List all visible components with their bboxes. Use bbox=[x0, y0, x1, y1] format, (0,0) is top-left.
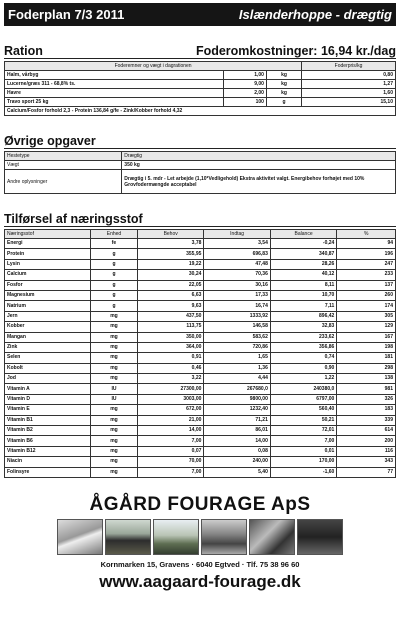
photo-feed-bags bbox=[57, 519, 103, 555]
feed-unit: g bbox=[266, 98, 301, 107]
nutrient-need: 7,00 bbox=[137, 436, 203, 446]
nutrient-name: Vitamin B1 bbox=[5, 415, 91, 425]
nutrient-intake: 720,86 bbox=[204, 342, 270, 352]
nutrient-name: Selen bbox=[5, 353, 91, 363]
nutrient-intake: 14,00 bbox=[204, 436, 270, 446]
nutrient-need: 113,75 bbox=[137, 322, 203, 332]
nutrient-balance: 28,26 bbox=[270, 259, 336, 269]
other-header-value: Drægtig bbox=[122, 152, 396, 161]
nutrient-intake: 9800,00 bbox=[204, 394, 270, 404]
feed-plan-page bbox=[4, 3, 396, 623]
nutrient-name: Lysin bbox=[5, 259, 91, 269]
nutrient-name: Vitamin B12 bbox=[5, 446, 91, 456]
nutrient-need: 0,46 bbox=[137, 363, 203, 373]
nutrient-percent: 77 bbox=[337, 467, 396, 477]
nutrient-need: 7,00 bbox=[137, 467, 203, 477]
feed-price: 15,10 bbox=[302, 98, 396, 107]
table-row bbox=[5, 311, 396, 321]
nutrient-balance: 40,12 bbox=[270, 270, 336, 280]
nutrient-need: 355,95 bbox=[137, 249, 203, 259]
photo-field bbox=[153, 519, 199, 555]
nutrient-intake: 70,36 bbox=[204, 270, 270, 280]
nutrient-unit: mg bbox=[91, 374, 138, 384]
feed-name: Travo sport 25 kg bbox=[5, 98, 224, 107]
table-row bbox=[5, 374, 396, 384]
photo-horse bbox=[105, 519, 151, 555]
nutrients-header-intake: Indtag bbox=[204, 230, 270, 239]
nutrient-percent: 200 bbox=[337, 436, 396, 446]
nutrient-unit: mg bbox=[91, 436, 138, 446]
nutrient-unit: g bbox=[91, 280, 138, 290]
nutrient-intake: 71,21 bbox=[204, 415, 270, 425]
company-logo-block bbox=[4, 494, 396, 592]
nutrient-intake: 1232,40 bbox=[204, 405, 270, 415]
table-row bbox=[5, 89, 396, 98]
nutrient-unit: mg bbox=[91, 342, 138, 352]
nutrient-balance: 50,21 bbox=[270, 415, 336, 425]
nutrient-need: 9,63 bbox=[137, 301, 203, 311]
nutrient-intake: 267680,0 bbox=[204, 384, 270, 394]
table-row bbox=[5, 249, 396, 259]
nutrients-header-percent: % bbox=[337, 230, 396, 239]
table-row bbox=[5, 259, 396, 269]
nutrient-percent: 196 bbox=[337, 249, 396, 259]
nutrient-unit: mg bbox=[91, 467, 138, 477]
table-row bbox=[5, 332, 396, 342]
nutrient-need: 22,05 bbox=[137, 280, 203, 290]
nutrient-unit: g bbox=[91, 259, 138, 269]
table-row bbox=[5, 98, 396, 107]
table-row bbox=[5, 322, 396, 332]
nutrient-percent: 137 bbox=[337, 280, 396, 290]
nutrient-percent: 138 bbox=[337, 374, 396, 384]
nutrient-name: Vitamin A bbox=[5, 384, 91, 394]
other-title: Øvrige opgaver bbox=[4, 134, 96, 148]
nutrient-percent: 326 bbox=[337, 394, 396, 404]
nutrient-balance: 32,83 bbox=[270, 322, 336, 332]
photo-stable bbox=[249, 519, 295, 555]
other-label: Vægt bbox=[5, 161, 122, 170]
feed-price: 0,80 bbox=[302, 71, 396, 80]
nutrient-balance: 356,86 bbox=[270, 342, 336, 352]
nutrient-percent: 181 bbox=[337, 353, 396, 363]
nutrient-balance: 7,00 bbox=[270, 436, 336, 446]
nutrient-need: 672,00 bbox=[137, 405, 203, 415]
nutrient-intake: 146,58 bbox=[204, 322, 270, 332]
header-banner bbox=[4, 3, 396, 26]
feed-name: Halm, vårbyg bbox=[5, 71, 224, 80]
nutrients-title: Tilførsel af næringsstof bbox=[4, 212, 143, 226]
nutrient-intake: 3,54 bbox=[204, 239, 270, 249]
nutrient-need: 0,91 bbox=[137, 353, 203, 363]
nutrient-unit: IU bbox=[91, 384, 138, 394]
ration-col-header-price: Foderpris/kg bbox=[302, 62, 396, 71]
nutrient-name: Magnesium bbox=[5, 290, 91, 300]
table-row bbox=[5, 290, 396, 300]
feed-amount: 2,00 bbox=[223, 89, 266, 98]
nutrients-header-need: Behov bbox=[137, 230, 203, 239]
nutrient-name: Natrium bbox=[5, 301, 91, 311]
nutrient-name: Kobber bbox=[5, 322, 91, 332]
nutrient-balance: 7,11 bbox=[270, 301, 336, 311]
nutrient-unit: g bbox=[91, 290, 138, 300]
nutrient-name: Vitamin B6 bbox=[5, 436, 91, 446]
photo-horse-head bbox=[297, 519, 343, 555]
nutrient-unit: mg bbox=[91, 322, 138, 332]
nutrient-name: Jern bbox=[5, 311, 91, 321]
feed-price: 1,27 bbox=[302, 80, 396, 89]
nutrient-need: 3,78 bbox=[137, 239, 203, 249]
feed-cost: Foderomkostninger: 16,94 kr./dag bbox=[195, 44, 396, 58]
nutrient-name: Kobolt bbox=[5, 363, 91, 373]
nutrient-intake: 583,62 bbox=[204, 332, 270, 342]
nutrient-percent: 343 bbox=[337, 457, 396, 467]
other-value: Drægtig i 5. mdr - Let arbejde (1,10*Vedligehold) Ekstra aktivitet valgt. Energibehov forhøjet med 10% Grovfodermængde acceptabel bbox=[122, 170, 396, 194]
nutrient-balance: 0,74 bbox=[270, 353, 336, 363]
nutrient-name: Vitamin D bbox=[5, 394, 91, 404]
nutrient-unit: mg bbox=[91, 426, 138, 436]
table-row bbox=[5, 170, 396, 194]
nutrient-intake: 240,00 bbox=[204, 457, 270, 467]
nutrient-need: 6,63 bbox=[137, 290, 203, 300]
table-row bbox=[5, 301, 396, 311]
feed-amount: 1,00 bbox=[223, 71, 266, 80]
other-section-header bbox=[4, 134, 396, 149]
nutrients-header-balance: Balance bbox=[270, 230, 336, 239]
nutrient-balance: 340,87 bbox=[270, 249, 336, 259]
nutrient-intake: 86,01 bbox=[204, 426, 270, 436]
nutrient-need: 3003,00 bbox=[137, 394, 203, 404]
feed-unit: kg bbox=[266, 80, 301, 89]
table-row bbox=[5, 394, 396, 404]
nutrient-unit: g bbox=[91, 249, 138, 259]
nutrient-name: Energi bbox=[5, 239, 91, 249]
nutrient-intake: 17,33 bbox=[204, 290, 270, 300]
nutrient-unit: mg bbox=[91, 332, 138, 342]
nutrient-unit: mg bbox=[91, 446, 138, 456]
nutrient-balance: 8,11 bbox=[270, 280, 336, 290]
other-info-table bbox=[4, 151, 396, 194]
nutrient-balance: 233,62 bbox=[270, 332, 336, 342]
table-row bbox=[5, 363, 396, 373]
nutrient-balance: 0,01 bbox=[270, 446, 336, 456]
nutrients-section-header bbox=[4, 212, 396, 227]
nutrient-need: 30,24 bbox=[137, 270, 203, 280]
nutrient-name: Vitamin E bbox=[5, 405, 91, 415]
feed-unit: kg bbox=[266, 71, 301, 80]
nutrient-intake: 0,08 bbox=[204, 446, 270, 456]
nutrient-intake: 5,40 bbox=[204, 467, 270, 477]
nutrient-intake: 4,44 bbox=[204, 374, 270, 384]
nutrient-need: 14,00 bbox=[137, 426, 203, 436]
nutrient-balance: 6797,00 bbox=[270, 394, 336, 404]
nutrient-balance: 560,40 bbox=[270, 405, 336, 415]
other-value: 350 kg bbox=[122, 161, 396, 170]
nutrient-percent: 129 bbox=[337, 322, 396, 332]
horse-type-title: Islænderhoppe - drægtig bbox=[238, 7, 392, 22]
table-row bbox=[5, 80, 396, 89]
feed-price: 1,60 bbox=[302, 89, 396, 98]
feed-unit: kg bbox=[266, 89, 301, 98]
table-row bbox=[5, 280, 396, 290]
table-row bbox=[5, 415, 396, 425]
nutrient-name: Calcium bbox=[5, 270, 91, 280]
nutrient-unit: g bbox=[91, 270, 138, 280]
ration-table bbox=[4, 61, 396, 107]
nutrient-unit: mg bbox=[91, 353, 138, 363]
nutrient-intake: 47,48 bbox=[204, 259, 270, 269]
nutrient-balance: 1,22 bbox=[270, 374, 336, 384]
nutrient-percent: 167 bbox=[337, 332, 396, 342]
nutrient-need: 437,50 bbox=[137, 311, 203, 321]
nutrient-unit: mg bbox=[91, 415, 138, 425]
table-row bbox=[5, 405, 396, 415]
ration-col-header-feed: Foderemner og vægt i dagrationen bbox=[5, 62, 302, 71]
nutrient-unit: fe bbox=[91, 239, 138, 249]
table-row bbox=[5, 446, 396, 456]
nutrient-need: 21,00 bbox=[137, 415, 203, 425]
table-row bbox=[5, 384, 396, 394]
other-header-label: Hestetype bbox=[5, 152, 122, 161]
table-row bbox=[5, 457, 396, 467]
other-label: Andre oplysninger bbox=[5, 170, 122, 194]
nutrient-percent: 305 bbox=[337, 311, 396, 321]
nutrient-balance: 240380,0 bbox=[270, 384, 336, 394]
nutrient-name: Mangan bbox=[5, 332, 91, 342]
nutrient-name: Zink bbox=[5, 342, 91, 352]
nutrient-need: 19,22 bbox=[137, 259, 203, 269]
feed-name: Lucerne/græs 311 - 68,8% ts. bbox=[5, 80, 224, 89]
nutrients-header-name: Næringsstof bbox=[5, 230, 91, 239]
table-row bbox=[5, 342, 396, 352]
table-row bbox=[5, 239, 396, 249]
nutrient-balance: 0,90 bbox=[270, 363, 336, 373]
nutrient-need: 70,00 bbox=[137, 457, 203, 467]
nutrient-balance: -1,60 bbox=[270, 467, 336, 477]
table-row bbox=[5, 161, 396, 170]
nutrient-need: 3,22 bbox=[137, 374, 203, 384]
nutrient-percent: 233 bbox=[337, 270, 396, 280]
table-row bbox=[5, 467, 396, 477]
nutrient-unit: g bbox=[91, 301, 138, 311]
photo-strip bbox=[4, 519, 396, 555]
nutrient-balance: -0,24 bbox=[270, 239, 336, 249]
nutrient-name: Vitamin B2 bbox=[5, 426, 91, 436]
nutrient-balance: 72,01 bbox=[270, 426, 336, 436]
company-website[interactable]: www.aagaard-fourage.dk bbox=[99, 571, 301, 591]
feed-name: Havre bbox=[5, 89, 224, 98]
nutrient-name: Protein bbox=[5, 249, 91, 259]
nutrient-balance: 170,00 bbox=[270, 457, 336, 467]
nutrient-intake: 1333,92 bbox=[204, 311, 270, 321]
nutrient-percent: 298 bbox=[337, 363, 396, 373]
nutrient-need: 350,00 bbox=[137, 332, 203, 342]
nutrient-unit: mg bbox=[91, 363, 138, 373]
nutrient-unit: mg bbox=[91, 405, 138, 415]
nutrient-percent: 198 bbox=[337, 342, 396, 352]
nutrient-percent: 116 bbox=[337, 446, 396, 456]
company-name: ÅGÅRD FOURAGE ApS bbox=[89, 493, 311, 515]
nutrient-balance: 896,42 bbox=[270, 311, 336, 321]
feed-amount: 9,00 bbox=[223, 80, 266, 89]
nutrient-need: 0,07 bbox=[137, 446, 203, 456]
table-row bbox=[5, 270, 396, 280]
nutrients-header-unit: Enhed bbox=[91, 230, 138, 239]
nutrient-intake: 696,83 bbox=[204, 249, 270, 259]
nutrient-intake: 1,65 bbox=[204, 353, 270, 363]
table-row bbox=[5, 353, 396, 363]
nutrient-percent: 183 bbox=[337, 405, 396, 415]
nutrient-intake: 30,16 bbox=[204, 280, 270, 290]
company-address: Kornmarken 15, Gravens · 6040 Egtved · Tlf. 75 38 96 60 bbox=[100, 559, 300, 569]
table-row bbox=[5, 426, 396, 436]
nutrient-balance: 10,70 bbox=[270, 290, 336, 300]
nutrient-intake: 16,74 bbox=[204, 301, 270, 311]
nutrient-percent: 260 bbox=[337, 290, 396, 300]
ration-title: Ration bbox=[4, 44, 43, 58]
nutrient-unit: IU bbox=[91, 394, 138, 404]
photo-barn bbox=[201, 519, 247, 555]
nutrients-table bbox=[4, 229, 396, 478]
nutrient-name: Folinsyre bbox=[5, 467, 91, 477]
nutrient-percent: 981 bbox=[337, 384, 396, 394]
nutrient-need: 27300,00 bbox=[137, 384, 203, 394]
table-row bbox=[5, 71, 396, 80]
table-row bbox=[5, 436, 396, 446]
nutrient-intake: 1,36 bbox=[204, 363, 270, 373]
nutrient-percent: 614 bbox=[337, 426, 396, 436]
nutrient-need: 364,00 bbox=[137, 342, 203, 352]
ratio-summary: Calcium/Fosfor forhold 2,3 - Protein 136,84 g/fe - Zink/Kobber forhold 4,32 bbox=[4, 107, 396, 116]
plan-title: Foderplan 7/3 2011 bbox=[8, 7, 125, 22]
nutrient-name: Fosfor bbox=[5, 280, 91, 290]
nutrient-unit: mg bbox=[91, 311, 138, 321]
nutrient-name: Niacin bbox=[5, 457, 91, 467]
nutrient-percent: 94 bbox=[337, 239, 396, 249]
feed-amount: 100 bbox=[223, 98, 266, 107]
nutrient-unit: mg bbox=[91, 457, 138, 467]
ration-section-header bbox=[4, 44, 396, 59]
nutrient-name: Jod bbox=[5, 374, 91, 384]
nutrient-percent: 174 bbox=[337, 301, 396, 311]
nutrient-percent: 339 bbox=[337, 415, 396, 425]
nutrient-percent: 247 bbox=[337, 259, 396, 269]
